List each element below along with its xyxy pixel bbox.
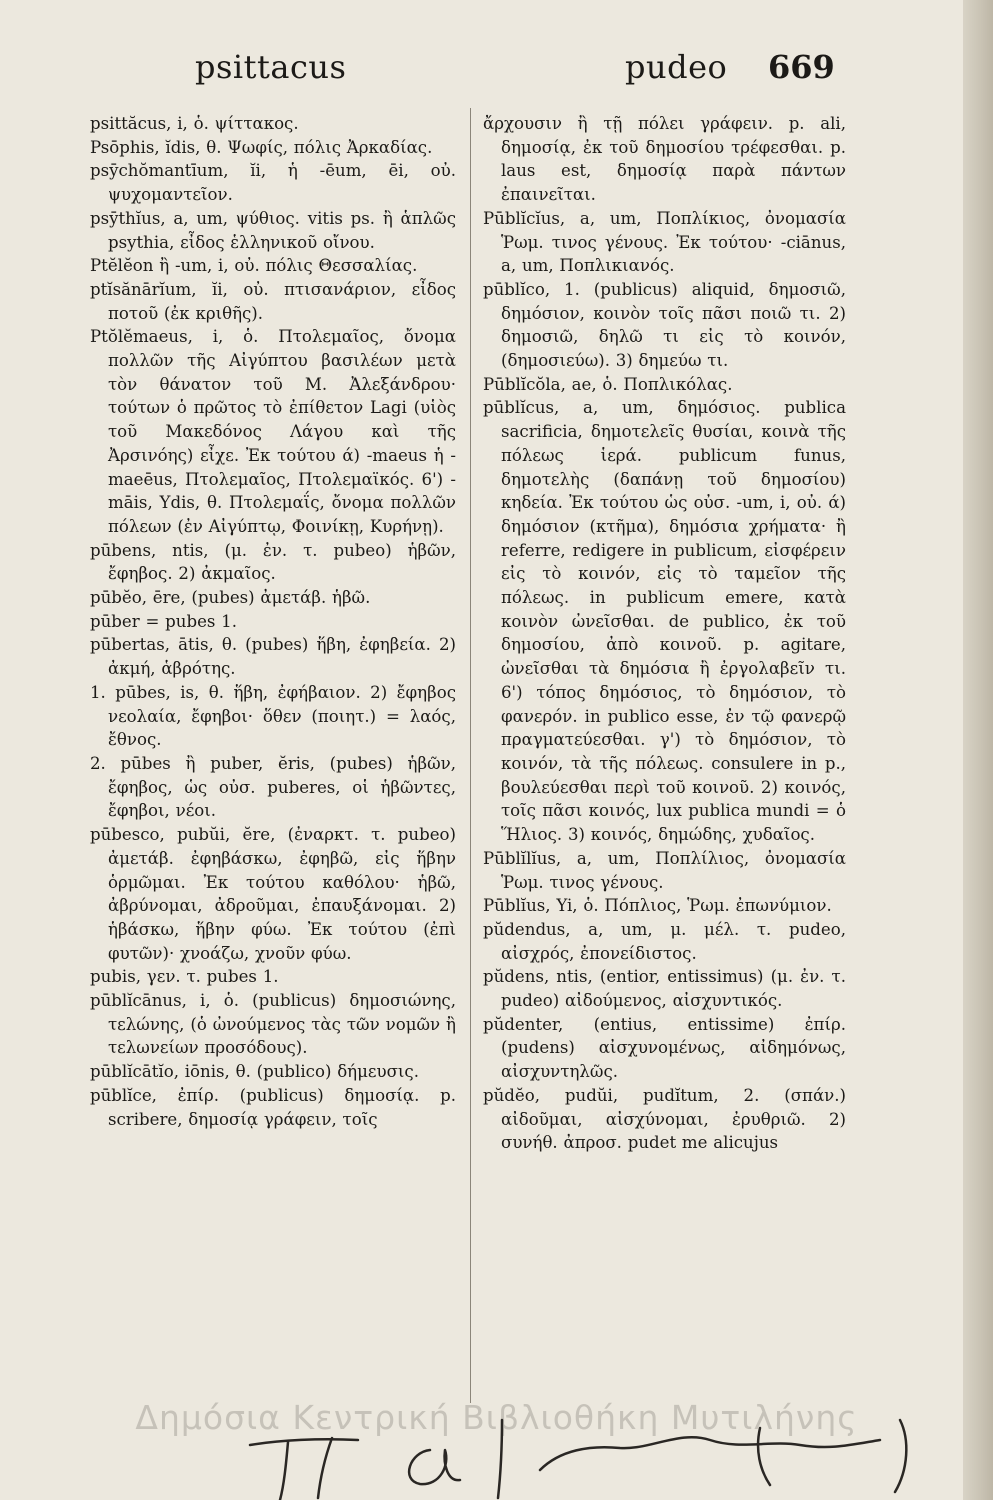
dictionary-entry: pŭdens, ntis, (entior, entissimus) (μ. ἐν. τ. pudeo) αἰδούμενος, αἰσχυντικός. (483, 967, 846, 1011)
dictionary-entry: pūbertas, ātis, θ. (pubes) ἥβη, ἐφηβεία. 2) ἀκμή, ἁβρότης. (90, 635, 456, 679)
header-left-guide-word: psittacus (195, 48, 347, 86)
dictionary-entry: pūber = pubes 1. (90, 611, 238, 631)
dictionary-entry: Ptŏlĕmaeus, i, ὁ. Πτολεμαῖος, ὄνομα πολλῶν τῆς Αἰγύπτου βασιλέων μετὰ τὸν θάνατον τοῦ Μ. Ἀλεξάνδρου· τούτων ὁ πρῶτος τὸ ἐπίθετον Lagi (υἱὸς τοῦ Μακεδόνος Λάγου καὶ τῆς Ἀρσινόης) εἶχε. Ἐκ τούτου ά) -maeus ἡ -maeēus, Πτολεμαῖος, Πτολεμαϊκός. 6') -māis, Ydis, θ. Πτολεμαΐς, ὄνομα πολλῶν πόλεων (ἐν Αἰγύπτῳ, Φοινίκῃ, Κυρήνῃ). (90, 327, 456, 536)
dictionary-entry: psittăcus, i, ὁ. ψίττακος. (90, 114, 299, 133)
page-edge-shadow (963, 0, 993, 1500)
dictionary-entry: pūbesco, pubŭi, ĕre, (ἐναρκτ. τ. pubeo) ἀμετάβ. ἐφηβάσκω, ἐφηβῶ, εἰς ἥβην ὁρμῶμαι. Ἐκ τούτου καθόλου· ἡβῶ, ἀβρύνομαι, ἀδροῦμαι, ἐπαυξάνομαι. 2) ἡβάσκω, ἥβην φύω. Ἐκ τούτου (ἐπὶ φυτῶν)· χνοάζω, χνοῦν φύω. (90, 825, 456, 963)
dictionary-entry: psȳchŏmantīum, ĭi, ἡ -ēum, ēi, οὐ. ψυχομαντεῖον. (90, 161, 456, 205)
running-header (0, 48, 993, 98)
dictionary-entry: pūbens, ntis, (μ. ἐν. τ. pubeo) ἡβῶν, ἔφηβος. 2) ἀκμαῖος. (90, 540, 456, 584)
left-column (90, 112, 456, 1131)
handwritten-signature (240, 1410, 940, 1500)
dictionary-entry: ptĭsănārĭum, ĭi, οὐ. πτισανάριον, εἶδος ποτοῦ (ἐκ κριθῆς). (90, 279, 456, 323)
dictionary-entry: 2. pūbes ἢ puber, ĕris, (pubes) ἡβῶν, ἔφηβος, ὡς οὐσ. puberes, οἱ ἡβῶντες, ἔφηβοι, νέοι. (90, 753, 456, 821)
column-divider (470, 108, 471, 1403)
right-column (483, 112, 846, 1155)
dictionary-entry: pŭdenter, (entius, entissime) ἐπίρ. (pudens) αἰσχυνομένως, αἰδημόνως, αἰσχυντηλῶς. (483, 1014, 846, 1082)
dictionary-entry: pŭdĕo, pudŭi, pudĭtum, 2. (σπάν.) αἰδοῦμαι, αἰσχύνομαι, ἐρυθριῶ. 2) συνήθ. ἀπροσ. pudet me alicujus (483, 1085, 846, 1153)
dictionary-entry: Psōphis, ĭdis, θ. Ψωφίς, πόλις Ἀρκαδίας. (90, 137, 433, 157)
dictionary-entry: pŭdendus, a, um, μ. μέλ. τ. pudeo, αἰσχρός, ἐπονείδιστος. (483, 919, 846, 963)
dictionary-entry: 1. pūbes, is, θ. ἥβη, ἐφήβαιον. 2) ἔφηβος νεολαία, ἔφηβοι· ὅθεν (ποιητ.) = λαός, ἔθνος. (90, 682, 456, 750)
dictionary-entry: pūblĭcus, a, um, δημόσιος. publica sacrificia, δημοτελεῖς θυσίαι, κοινὰ τῆς πόλεως ἱερά. publicum funus, δημοτελὴς (δαπάνῃ τοῦ δημοσίου) κηδεία. Ἐκ τούτου ὡς οὐσ. -um, i, οὐ. ά) δημόσιον (κτῆμα), δημόσια χρήματα· ἢ referre, redigere in publicum, εἰσφέρειν εἰς τὸ κοινόν, εἰς τὸ ταμεῖον τῆς πόλεως. in publicum emere, κατὰ κοινὸν ὠνεῖσθαι. de publico, ἐκ τοῦ δημοσίου, ἀπὸ κοινοῦ. p. agitare, ὠνεῖσθαι τὰ δημόσια ἢ ἐργολαβεῖν τι. 6') τόπος δημόσιος, τὸ δημόσιον, τὸ φανερόν. in publico esse, ἐν τῷ φανερῷ πραγματεύεσθαι. γ') τὸ δημόσιον, τὸ κοινόν, τὰ τῆς πόλεως. consulere in p., βουλεύεσθαι περὶ τοῦ κοινοῦ. 2) κοινός, τοῖς πᾶσι κοινός, lux publica mundi = ὁ Ἥλιος. 3) κοινός, δημώδης, χυδαῖος. (483, 398, 846, 845)
dictionary-entry: pūblĭce, ἐπίρ. (publicus) δημοσίᾳ. p. scribere, δημοσίᾳ γράφειν, τοῖς (90, 1085, 456, 1129)
dictionary-entry: Ptĕlĕon ἢ -um, i, οὐ. πόλις Θεσσαλίας. (90, 256, 418, 276)
dictionary-entry: psȳthĭus, a, um, ψύθιος. vitis ps. ἢ ἁπλῶς psythia, εἶδος ἑλληνικοῦ οἴνου. (90, 208, 456, 252)
dictionary-entry: pūblĭcānus, i, ὁ. (publicus) δημοσιώνης, τελώνης, (ὁ ὠνούμενος τὰς τῶν νομῶν ἢ τελωνείων προσόδους). (90, 991, 456, 1058)
library-watermark: Δημόσια Κεντρική Βιβλιοθήκη Μυτιλήνης (135, 1398, 858, 1437)
header-right-guide-word: pudeo (625, 48, 728, 86)
dictionary-entry: Pūblĭlĭus, a, um, Ποπλίλιος, ὀνομασία Ῥωμ. τινος γένους. (483, 848, 846, 892)
dictionary-entry: pūbĕo, ēre, (pubes) ἀμετάβ. ἡβῶ. (90, 588, 371, 608)
dictionary-entry: ἄρχουσιν ἢ τῇ πόλει γράφειν. p. ali, δημοσίᾳ, ἐκ τοῦ δημοσίου τρέφεσθαι. p. laus est, δημοσίᾳ παρὰ πάντων ἐπαινεῖται. (483, 114, 846, 205)
dictionary-entry: Pūblĭus, Yi, ὁ. Πόπλιος, Ῥωμ. ἐπωνύμιον. (483, 896, 832, 916)
dictionary-entry: pūblĭcātĭo, iōnis, θ. (publico) δήμευσις. (90, 1062, 419, 1082)
dictionary-entry: Pūblĭcŏla, ae, ὁ. Ποπλικόλας. (483, 374, 733, 394)
dictionary-entry: pūblĭco, 1. (publicus) aliquid, δημοσιῶ, δημόσιον, κοινὸν τοῖς πᾶσι ποιῶ τι. 2) δημοσιῶ, δηλῶ τι εἰς τὸ κοινόν, (δημοσιεύω). 3) δημεύω τι. (483, 279, 846, 371)
dictionary-entry: pubis, γεν. τ. pubes 1. (90, 967, 279, 987)
page-number: 669 (768, 48, 835, 86)
dictionary-entry: Pūblĭcĭus, a, um, Ποπλίκιος, ὀνομασία Ῥωμ. τινος γένους. Ἐκ τούτου· -ciānus, a, um, Ποπλικιανός. (483, 208, 846, 276)
